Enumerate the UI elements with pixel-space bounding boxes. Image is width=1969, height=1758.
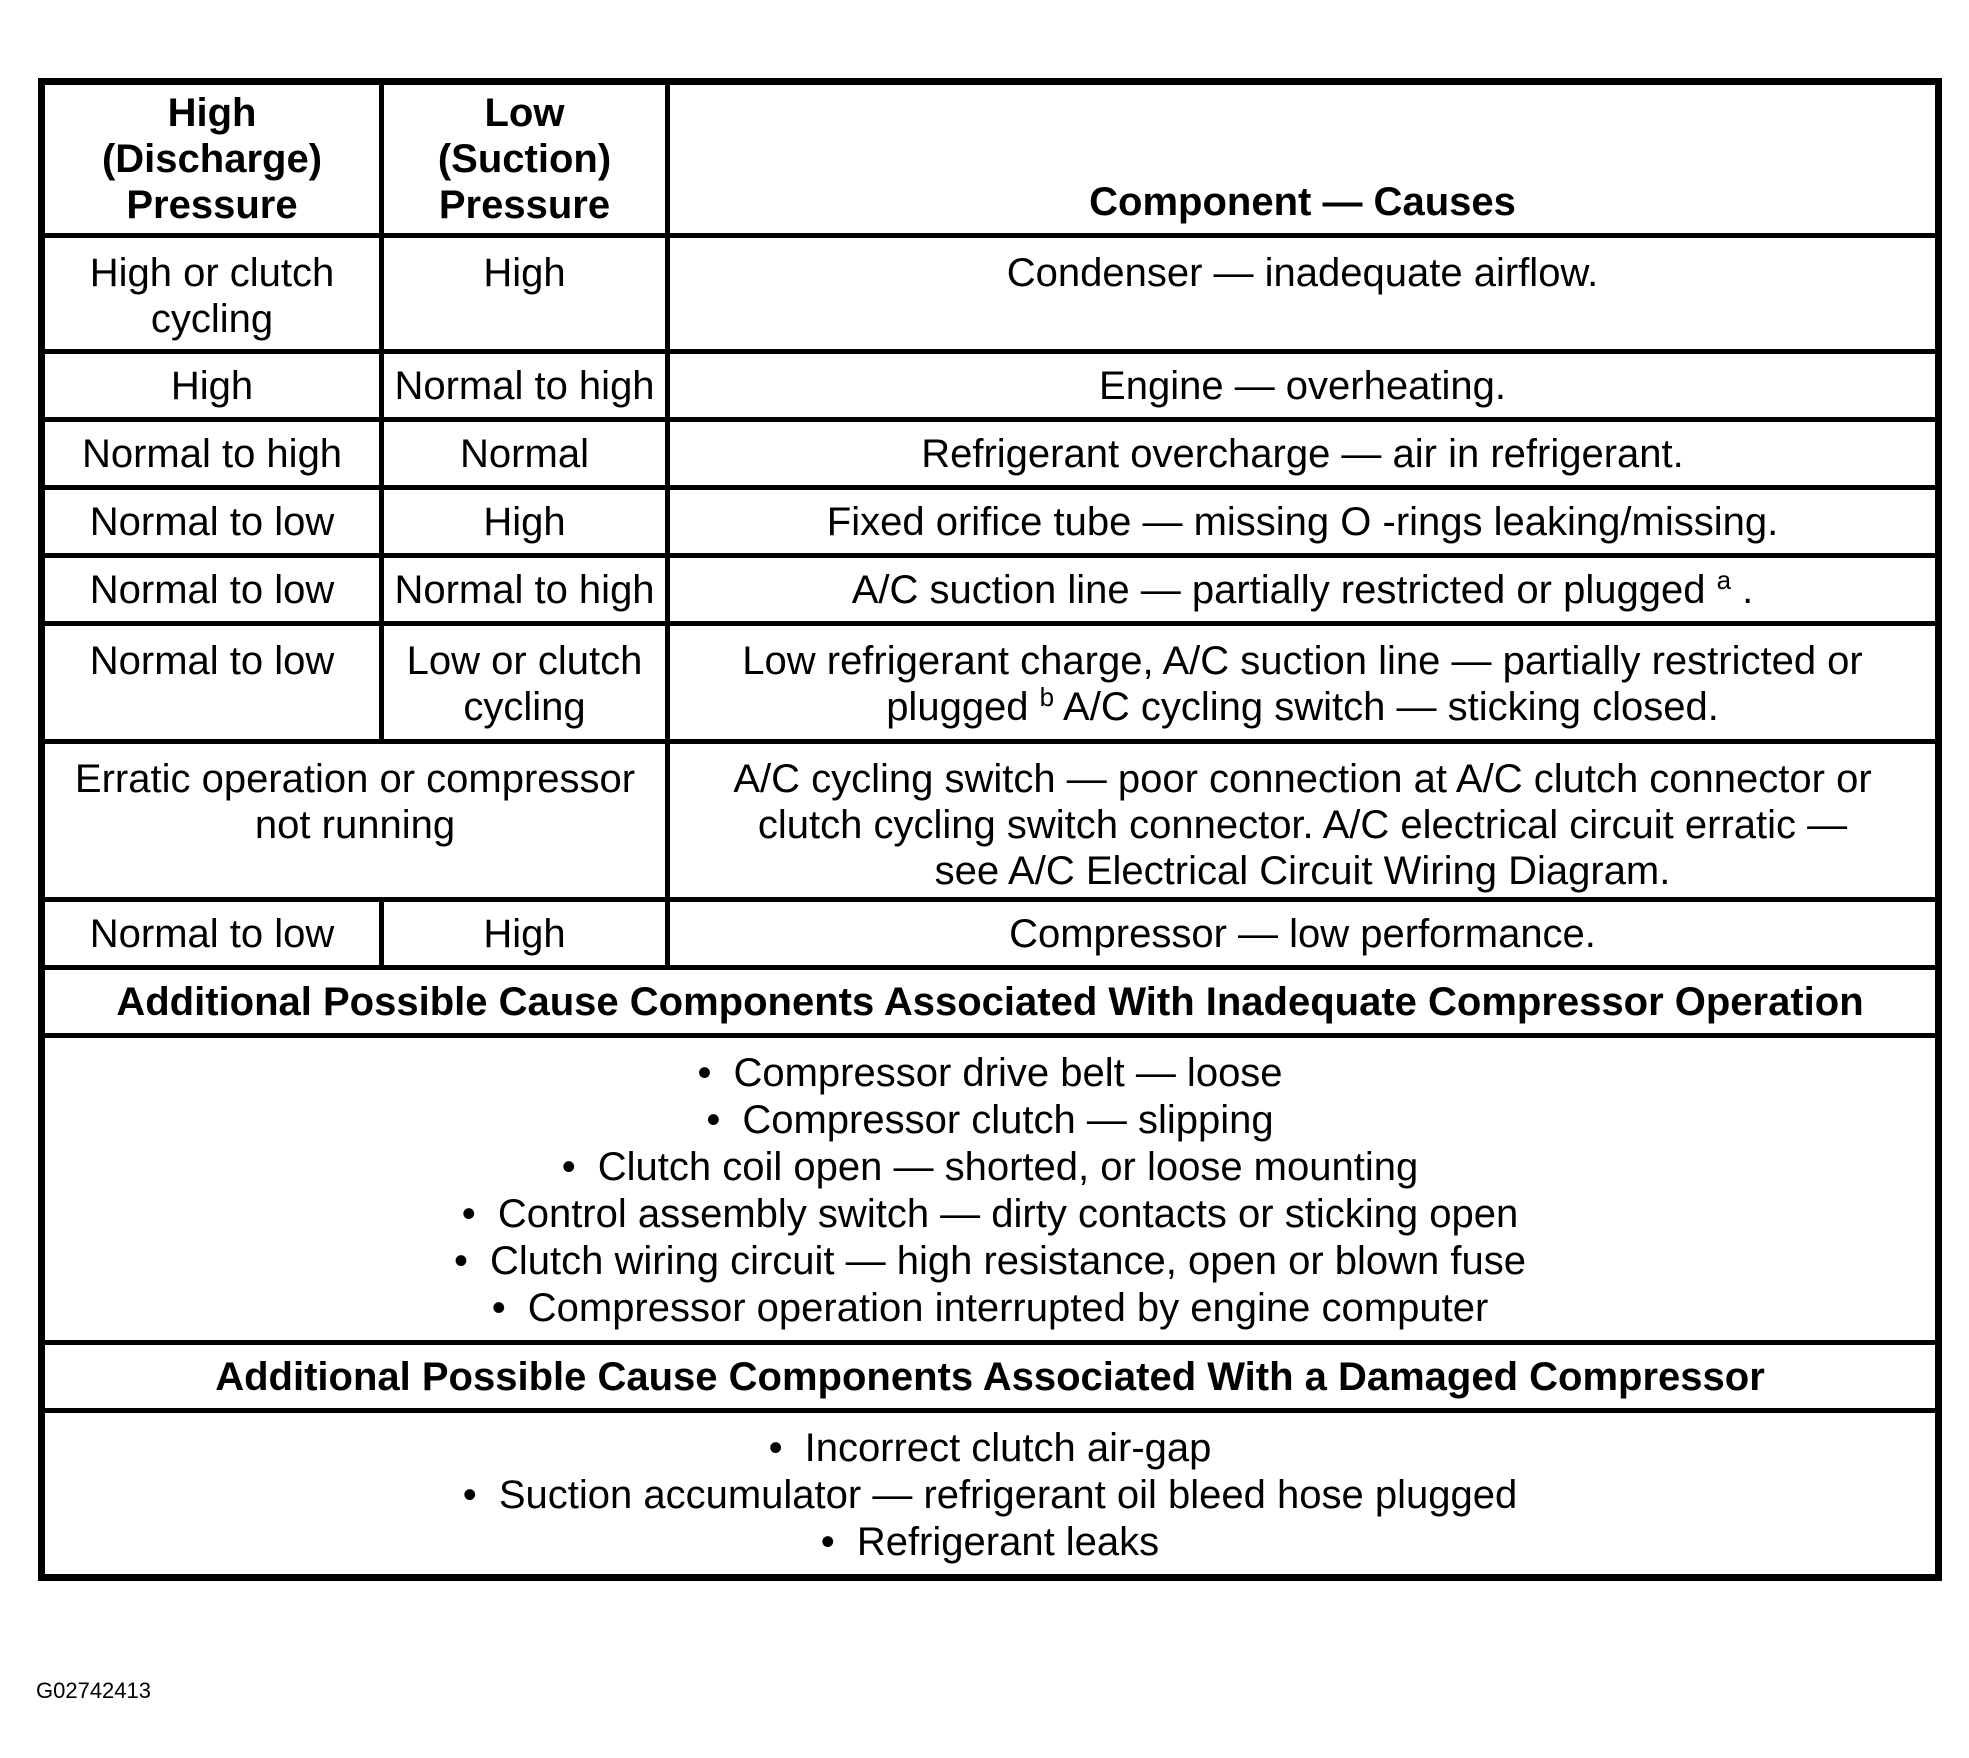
list-item: • Compressor drive belt — loose <box>697 1051 1283 1095</box>
low-pressure-cell: Normal to high <box>382 556 668 624</box>
bullet-icon: • <box>820 1520 835 1564</box>
table-row <box>42 900 1939 968</box>
low-pressure-cell: High <box>382 900 668 968</box>
high-pressure-cell: Normal to high <box>42 420 382 488</box>
table-row <box>42 556 1939 624</box>
list-item: • Refrigerant leaks <box>820 1520 1160 1564</box>
list-item: • Clutch wiring circuit — high resistance, open or blown fuse <box>453 1239 1527 1283</box>
cause-cell: A/C cycling switch — poor connection at A/C clutch connector or clutch cycling switch connector. A/C electrical circuit erratic — see A/C Electrical Circuit Wiring Diagram. <box>668 742 1939 900</box>
cause-cell: Low refrigerant charge, A/C suction line — partially restricted or plugged $^b$ A/C cycling switch — sticking closed. <box>668 624 1939 742</box>
table-row <box>42 236 1939 352</box>
list-item: • Compressor operation interrupted by engine computer <box>491 1286 1489 1330</box>
bullet-icon: • <box>462 1473 477 1517</box>
high-pressure-cell: High <box>42 352 382 420</box>
table-row <box>42 420 1939 488</box>
high-pressure-cell: Normal to low <box>42 900 382 968</box>
damaged-compressor-list <box>42 1411 1939 1578</box>
table-row <box>42 624 1939 742</box>
inadequate-operation-title: Additional Possible Cause Components Associated With Inadequate Compressor Operation <box>42 968 1939 1036</box>
low-pressure-cell: High <box>382 236 668 352</box>
damaged-compressor-title: Additional Possible Cause Components Associated With a Damaged Compressor <box>42 1343 1939 1411</box>
low-pressure-cell: Normal to high <box>382 352 668 420</box>
table-row <box>42 742 1939 900</box>
section-title-row <box>42 1343 1939 1411</box>
low-pressure-cell: Low or clutch cycling <box>382 624 668 742</box>
section-list-row <box>42 1036 1939 1343</box>
low-pressure-cell: High <box>382 488 668 556</box>
list-item: • Clutch coil open — shorted, or loose mounting <box>561 1145 1419 1189</box>
high-pressure-cell: Normal to low <box>42 556 382 624</box>
inadequate-operation-list <box>42 1036 1939 1343</box>
bullet-icon: • <box>706 1098 721 1142</box>
section-list-row <box>42 1411 1939 1578</box>
high-pressure-cell: High or clutch cycling <box>42 236 382 352</box>
bullet-icon: • <box>768 1426 783 1470</box>
high-pressure-cell: Normal to low <box>42 488 382 556</box>
ac-pressure-diagnosis-table <box>38 78 1942 1581</box>
bullet-icon: • <box>697 1051 712 1095</box>
high-pressure-header: High (Discharge) Pressure <box>42 82 382 236</box>
cause-cell: Fixed orifice tube — missing O -rings leaking/missing. <box>668 488 1939 556</box>
component-causes-header: Component — Causes <box>668 82 1939 236</box>
figure-code: G02742413 <box>36 1678 151 1703</box>
low-pressure-cell: Normal <box>382 420 668 488</box>
footnote-marker: a <box>1716 564 1732 595</box>
bullet-icon: • <box>453 1239 468 1283</box>
cause-cell: Refrigerant overcharge — air in refrigerant. <box>668 420 1939 488</box>
table-row <box>42 488 1939 556</box>
cause-cell: Engine — overheating. <box>668 352 1939 420</box>
list-item: • Suction accumulator — refrigerant oil bleed hose plugged <box>462 1473 1518 1517</box>
footnote-marker: b <box>1039 682 1055 712</box>
list-item: • Incorrect clutch air-gap <box>768 1426 1212 1470</box>
merged-pressure-cell: Erratic operation or compressor not running <box>42 742 668 900</box>
high-pressure-cell: Normal to low <box>42 624 382 742</box>
section-title-row <box>42 968 1939 1036</box>
cause-cell: Condenser — inadequate airflow. <box>668 236 1939 352</box>
low-pressure-header: Low (Suction) Pressure <box>382 82 668 236</box>
cause-cell: A/C suction line — partially restricted or plugged $^a$ . <box>668 556 1939 624</box>
bullet-icon: • <box>561 1145 576 1189</box>
bullet-icon: • <box>461 1192 476 1236</box>
table-row <box>42 352 1939 420</box>
cause-cell: Compressor — low performance. <box>668 900 1939 968</box>
list-item: • Compressor clutch — slipping <box>706 1098 1274 1142</box>
list-item: • Control assembly switch — dirty contacts or sticking open <box>461 1192 1519 1236</box>
bullet-icon: • <box>491 1286 506 1330</box>
header-row <box>42 82 1939 236</box>
